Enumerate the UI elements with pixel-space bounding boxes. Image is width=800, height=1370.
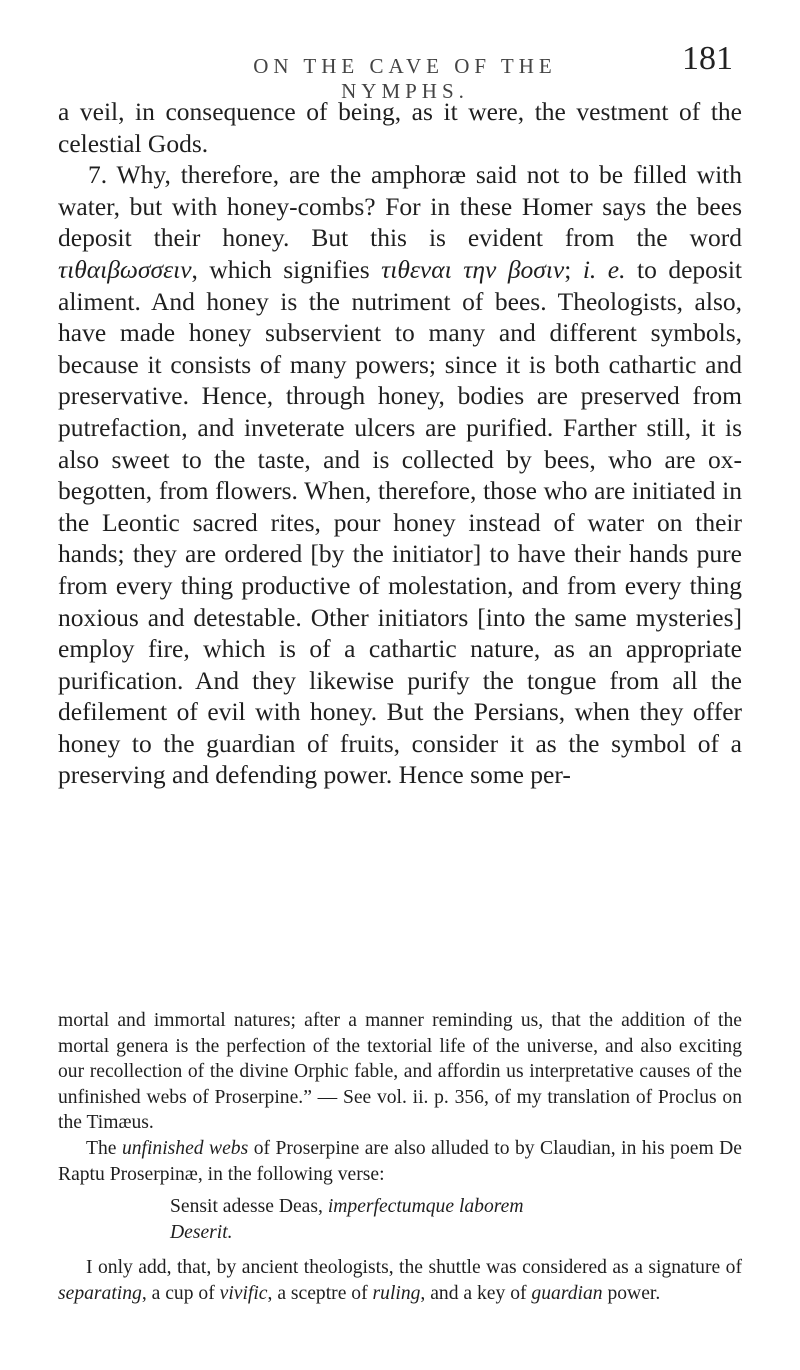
greek-word-1: τιθαιβωσσειν (58, 254, 192, 284)
verse-line-1-text: Sensit adesse Deas, (170, 1196, 328, 1218)
footnote-paragraph-2 (58, 1136, 742, 1187)
running-head: ON THE CAVE OF THE NYMPHS. (253, 54, 557, 103)
main-paragraph-2-text-c: ; (564, 254, 583, 284)
footnote-paragraph-3-text-a: I only add, that, by ancient theologists, the shuttle was considered as a signature of (86, 1257, 742, 1279)
main-paragraph-2 (58, 159, 742, 791)
footnote-paragraph-3 (58, 1255, 742, 1306)
main-paragraph-2-text-a: 7. Why, therefore, are the amphoræ said not to be filled with water, but with honey-combs? For in these Homer says the bees deposit their honey. But this is evident from the word (58, 160, 742, 253)
verse-line-2-text: Deserit. (170, 1221, 233, 1243)
main-paragraph-2-text-d: to deposit aliment. And honey is the nutriment of bees. Theologists, also, have made honey subservient to many and different symbols, because it consists of many powers; since it is both cathartic and preservative. Hence, through honey, bodies are preserved from putrefaction, and inveterate ulcers are purified. Farther still, it is also sweet to the taste, and is collected by bees, who are ox-begotten, from flowers. When, therefore, those who are initiated in the Leontic sacred rites, pour honey instead of water on their hands; they are ordered [by the initiator] to have their hands pure from every thing productive of molestation, and from every thing noxious and detestable. Other initiators [into the same mysteries] employ fire, which is of a cathartic nature, as an appropriate purification. And they likewise purify the tongue from all the defilement of evil with honey. But the Persians, when they offer honey to the guardian of fruits, consider it as the symbol of a preserving and defending power. Hence some per- (58, 254, 742, 790)
latin-verse (170, 1194, 742, 1245)
footnote-paragraph-1: mortal and immortal natures; after a manner reminding us, that the addition of the mortal genera is the perfection of the textorial life of the universe, and also exciting our recollection of the divine Orphic fable, and affordin us interpretative causes of the unfinished webs of Proserpine.” — See vol. ii. p. 356, of my translation of Proclus on the Timæus. (58, 1010, 742, 1134)
verse-line-1 (170, 1194, 742, 1220)
footnote-paragraph-2-text-a: The (86, 1137, 122, 1159)
footnote-emphasis-ruling: ruling (372, 1282, 421, 1304)
footnote-paragraph-3-text-b: , a cup of (141, 1282, 220, 1304)
footnote-paragraph-2-text-b: of Proserpine are also alluded to by Claudian, in his poem De Raptu Proserpinæ, in the following verse: (58, 1137, 742, 1185)
verse-line-2 (170, 1220, 742, 1246)
footnote-block (58, 1008, 742, 1307)
footnote-emphasis-guardian: guardian (531, 1282, 603, 1304)
ie-abbreviation: i. e. (582, 254, 626, 284)
footnote-emphasis-separating: separating (58, 1282, 142, 1304)
footnote-paragraph-3-text-d: , and a key of (420, 1282, 532, 1304)
footnote-paragraph-3-text-c: , a sceptre of (267, 1282, 373, 1304)
footnote-paragraph-3-text-e: power. (602, 1282, 661, 1304)
main-paragraph-2-text-b: , which signifies (191, 254, 382, 284)
main-paragraph-1-text: a veil, in consequence of being, as it were, the vestment of the celestial Gods. (58, 97, 742, 158)
verse-line-1-emphasis: imperfectumque laborem (327, 1196, 524, 1218)
main-paragraph-1 (58, 96, 742, 159)
footnote-emphasis-webs: unfinished webs (121, 1137, 249, 1159)
footnote-emphasis-vivific: vivific (219, 1282, 268, 1304)
main-text (58, 96, 742, 791)
page-header (0, 40, 800, 103)
greek-phrase-2: τιθεναι την βοσιν (381, 254, 565, 284)
page-number: 181 (682, 40, 733, 77)
